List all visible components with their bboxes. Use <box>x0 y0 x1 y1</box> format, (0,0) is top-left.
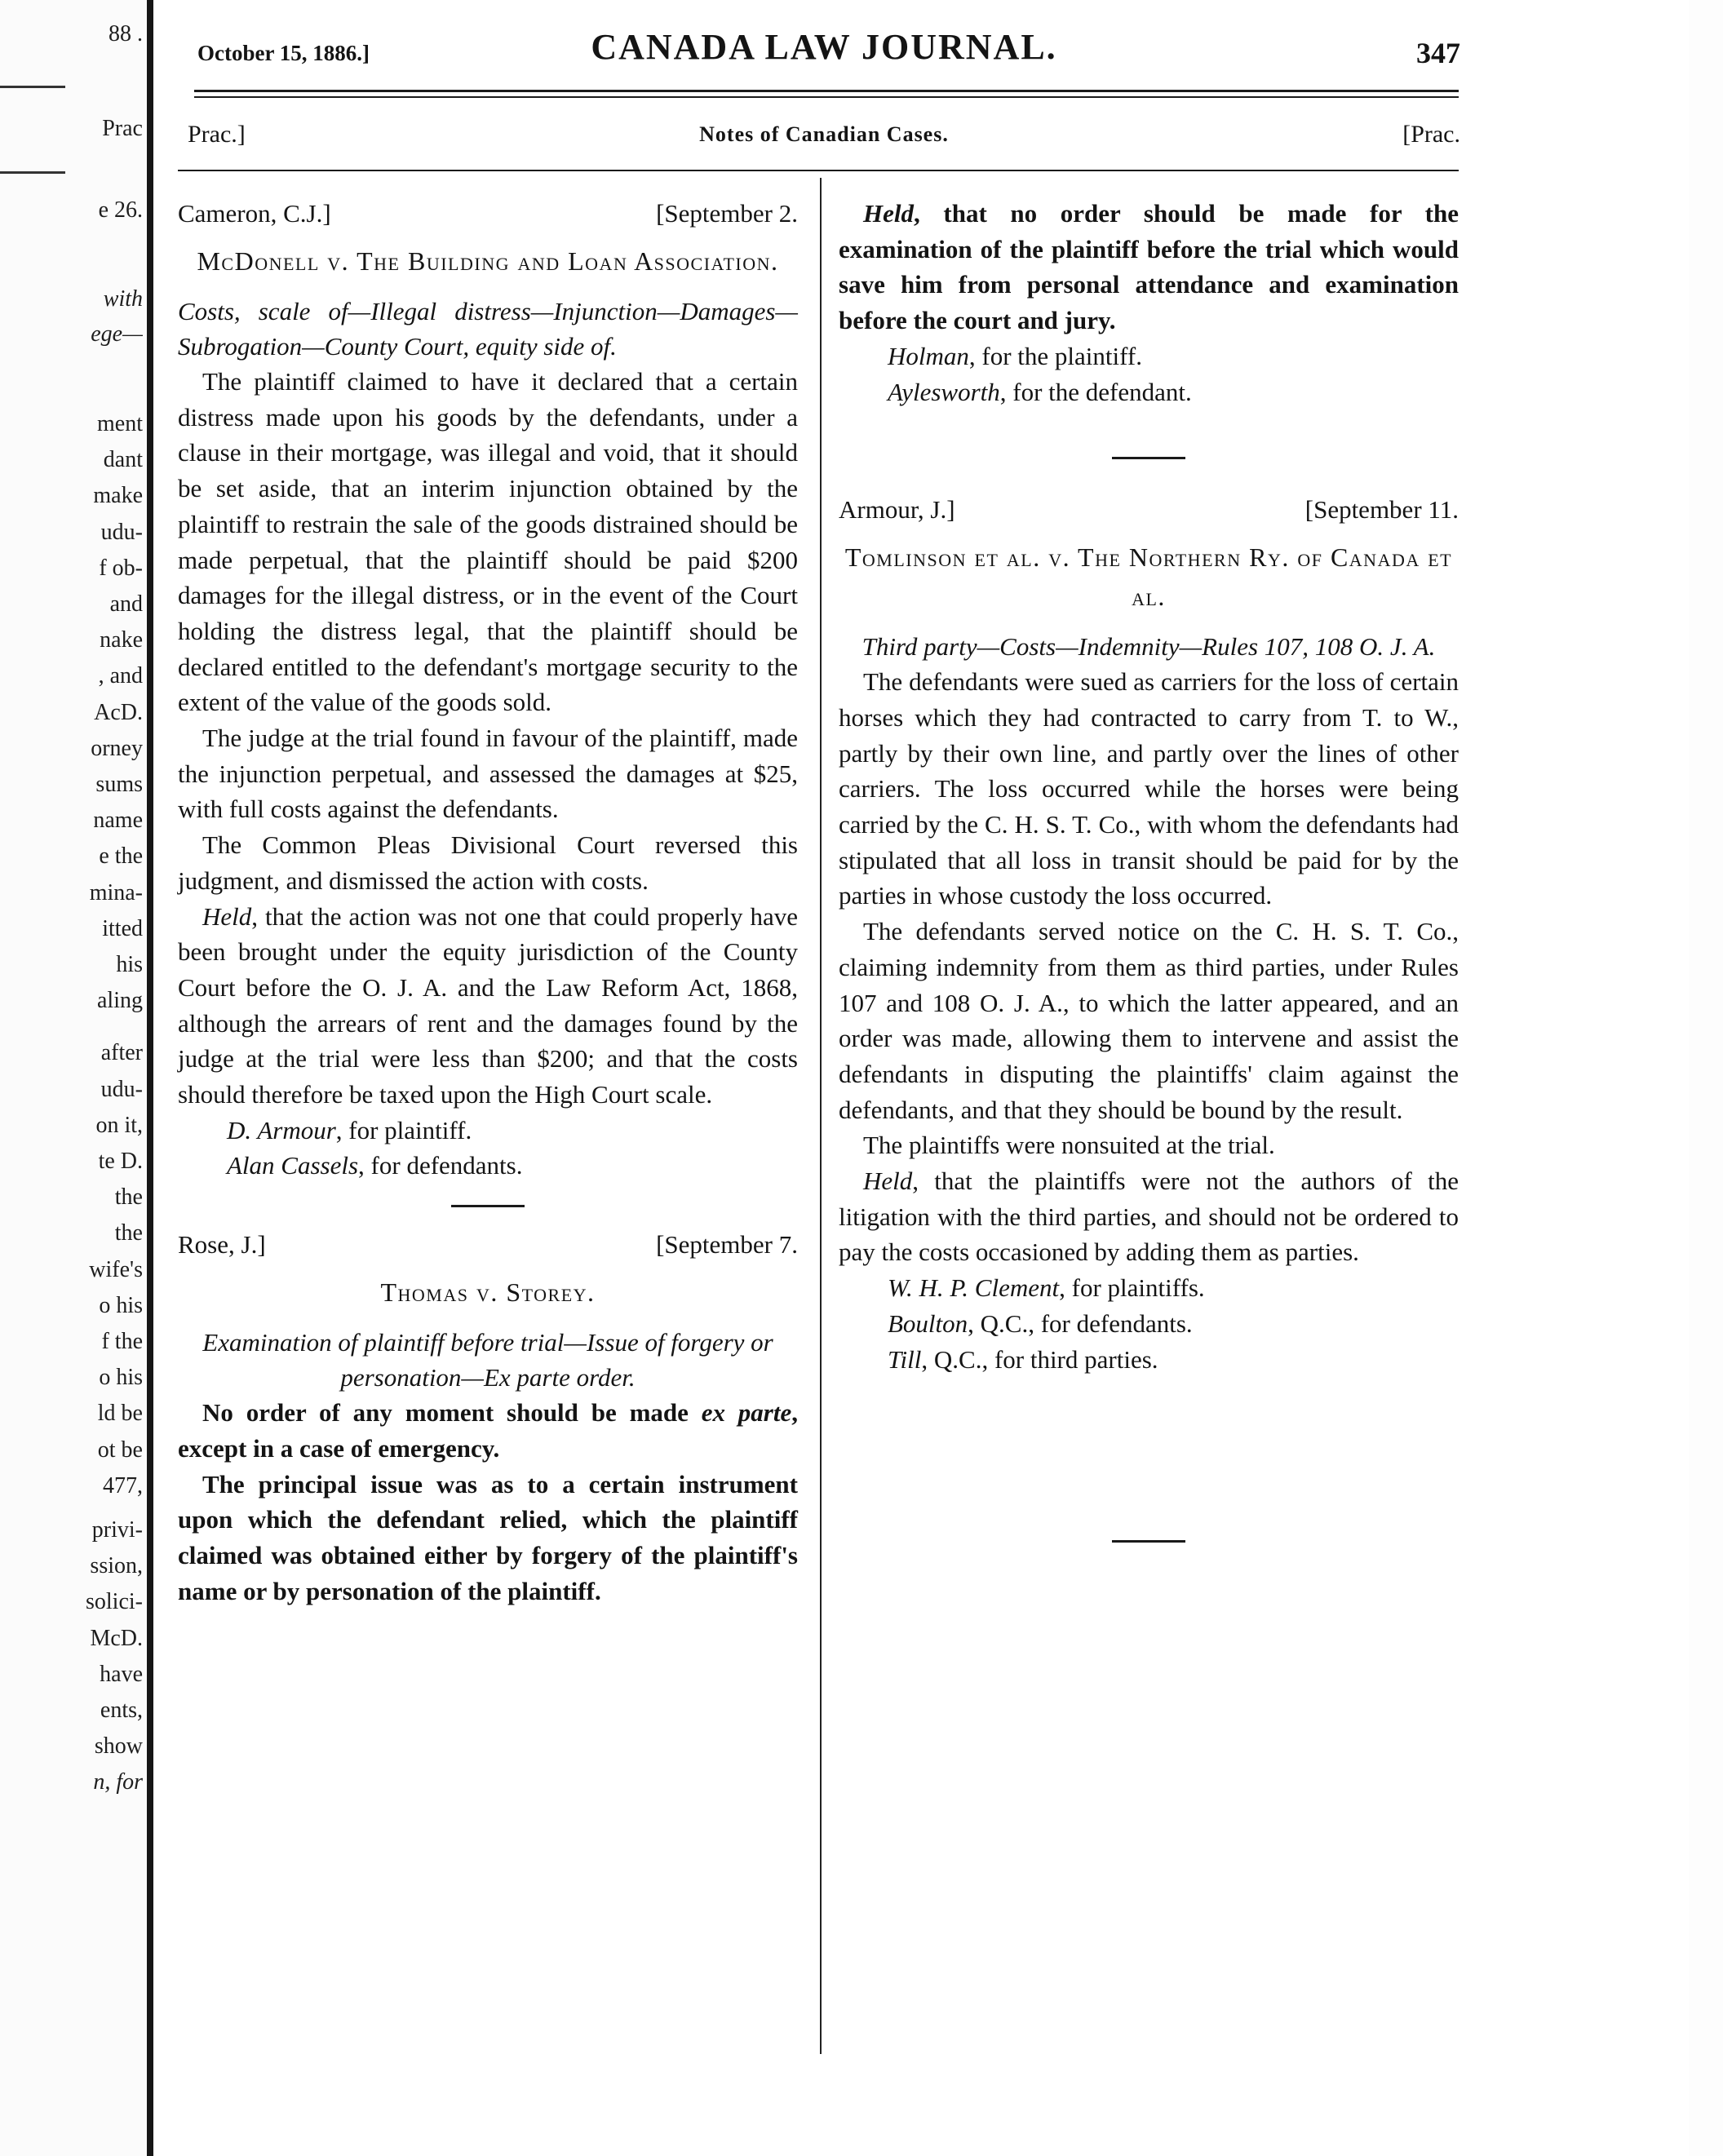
prev-page-line: privi- <box>91 1517 143 1543</box>
section-header <box>188 121 1460 153</box>
running-header <box>188 24 1460 73</box>
prev-page-line: make <box>93 483 143 509</box>
prev-page-line: e 26. <box>98 197 143 223</box>
prev-page-line: ege— <box>91 321 143 347</box>
prev-page-line: 477, <box>103 1472 143 1499</box>
body-paragraph: The judge at the trial found in favour of the plaintiff, made the injunction perpetual, and assessed the damages at $25, with full costs against the defendants. <box>178 724 798 824</box>
prev-page-line: f the <box>101 1329 143 1354</box>
prev-page-line: o his <box>99 1365 143 1391</box>
judge-name: Armour, J.] <box>839 495 955 525</box>
section-title: Notes of Canadian Cases. <box>699 122 949 146</box>
header-rule-bottom <box>194 96 1459 98</box>
journal-title: CANADA LAW JOURNAL. <box>591 27 1057 67</box>
end-separator <box>1112 1540 1185 1543</box>
decision-date: [September 11. <box>1304 495 1459 525</box>
prev-page-line: nake <box>100 627 143 653</box>
column-divider <box>820 178 822 2054</box>
case-meta <box>178 196 798 232</box>
headnote: Examination of plaintiff before trial—Issue of forgery or personation—Ex parte order. <box>202 1328 773 1392</box>
counsel-line: D. Armour, for plaintiff. <box>227 1115 472 1144</box>
prev-page-line: orney <box>91 735 143 761</box>
header-rule-top <box>194 90 1459 92</box>
prev-page-line: o his <box>99 1292 143 1318</box>
page-binding-edge <box>147 0 153 2156</box>
prev-page-line: with <box>103 286 143 312</box>
section-label-left: Prac.] <box>188 121 246 148</box>
body-paragraph: The Common Pleas Divisional Court reversed this judgment, and dismissed the action with costs. <box>178 830 798 895</box>
page-right-margin <box>1689 0 1723 2156</box>
case-title: Tomlinson et al. v. The Northern Ry. of Canada et al. <box>844 542 1453 612</box>
prev-page-line: and <box>109 591 143 617</box>
issue-date: October 15, 1886.] <box>197 41 370 65</box>
case-separator <box>1112 457 1185 459</box>
prev-page-line: Prac <box>102 116 143 141</box>
prev-page-line: ents, <box>100 1698 143 1723</box>
prev-page-line: have <box>100 1661 143 1687</box>
prev-page-line: ot be <box>97 1437 143 1463</box>
prev-page-line: , and <box>98 663 143 689</box>
judge-name: Rose, J.] <box>178 1230 266 1260</box>
prev-page-line: the <box>114 1220 143 1246</box>
decision-date: [September 7. <box>656 1230 798 1260</box>
case-title: Thomas v. Storey. <box>380 1277 596 1308</box>
case-separator <box>451 1205 525 1207</box>
prev-page-line: mina- <box>89 879 143 905</box>
held-paragraph: Held, that no order should be made for the examination of the plaintiff before the trial which would save him from personal attendance and examination before the court and jury. <box>839 199 1459 335</box>
counsel-line: Till, Q.C., for third parties. <box>888 1344 1158 1374</box>
prev-page-line: ld be <box>97 1401 143 1427</box>
prev-page-line: aling <box>97 988 143 1014</box>
prev-page-line: e the <box>99 843 143 870</box>
prev-page-line: his <box>116 952 143 977</box>
page-number: 347 <box>1416 37 1460 69</box>
headnote: Costs, scale of—Illegal distress—Injunction—Damages—Subrogation—County Court, equity side of. <box>178 297 798 361</box>
section-rule <box>178 170 1459 171</box>
prev-page-line: on it, <box>95 1112 143 1138</box>
prev-page-rule <box>0 171 65 174</box>
prev-page-line: solici- <box>86 1589 143 1615</box>
prev-page-line: name <box>93 808 143 834</box>
counsel-line: Boulton, Q.C., for defendants. <box>888 1308 1193 1338</box>
prev-page-line: show <box>94 1733 143 1760</box>
prev-page-line: udu- <box>100 1076 143 1102</box>
previous-page-fragment <box>0 0 147 2156</box>
section-label-right: [Prac. <box>1402 121 1460 148</box>
decision-date: [September 2. <box>656 199 798 228</box>
case-meta <box>178 1227 798 1263</box>
prev-page-line: wife's <box>89 1256 143 1282</box>
prev-page-line: udu- <box>100 519 143 545</box>
prev-page-rule <box>0 86 65 88</box>
prev-page-line: itted <box>102 915 143 941</box>
prev-page-line: n, for <box>93 1769 143 1795</box>
held-paragraph: Held, that the plaintiffs were not the authors of the litigation with the third parties, and should not be ordered to pay the costs occasioned by adding them as parties. <box>839 1167 1459 1267</box>
prev-page-line: after <box>100 1040 143 1066</box>
left-column <box>178 196 798 1609</box>
prev-page-line: sums <box>95 772 143 797</box>
counsel-line: W. H. P. Clement, for plaintiffs. <box>888 1273 1205 1303</box>
body-paragraph: The plaintiffs were nonsuited at the trial. <box>863 1131 1275 1160</box>
prev-page-line: dant <box>103 447 143 473</box>
case-meta <box>839 492 1459 528</box>
prev-page-line: the <box>114 1184 143 1211</box>
prev-page-line: ssion, <box>90 1553 143 1579</box>
body-paragraph: The defendants were sued as carriers for the loss of certain horses which they had contracted to carry from T. to W., partly by their own line, and partly over the lines of other carriers. The loss occurred while the horses were being carried by the C. H. S. T. Co., with whom the defendants had stipulated that all loss in transit should be paid for by the parties in whose custody the loss occurred. <box>839 667 1459 910</box>
prev-page-line: f ob- <box>99 555 143 581</box>
held-paragraph: Held, that the action was not one that could properly have been brought under the equity jurisdiction of the County Court before the O. J. A. and the Law Reform Act, 1868, although the arrears of rent and the damages found by the judge at the trial were less than $200; and that the costs should therefore be taxed upon the High Court scale. <box>178 901 798 1109</box>
body-paragraph: The principal issue was as to a certain instrument upon which the defendant relied, which the plaintiff claimed was obtained either by forgery of the plaintiff's name or by personation of the plaintiff. <box>178 1469 798 1605</box>
prev-page-line: ment <box>97 411 143 436</box>
body-paragraph: The defendants served notice on the C. H. S. T. Co., claiming indemnity from them as third parties, under Rules 107 and 108 O. J. A., to which the latter appeared, and an order was made, allowing them to intervene and assist the defendants in disputing the plaintiffs' claim against the defendants, and that they should be bound by the result. <box>839 917 1459 1124</box>
prev-page-line: McD. <box>90 1625 143 1651</box>
counsel-line: Aylesworth, for the defendant. <box>888 377 1192 406</box>
right-column <box>839 196 1459 1562</box>
body-paragraph: No order of any moment should be made ex parte, except in a case of emergency. <box>178 1398 798 1463</box>
prev-page-line: AcD. <box>94 699 143 725</box>
prev-page-line: 88 . <box>109 21 143 46</box>
judge-name: Cameron, C.J.] <box>178 199 331 228</box>
counsel-line: Holman, for the plaintiff. <box>888 341 1142 370</box>
case-title: McDonell v. The Building and Loan Association. <box>197 246 779 276</box>
body-paragraph: The plaintiff claimed to have it declared that a certain distress made upon his goods by the defendants, under a clause in their mortgage, was illegal and void, that it should be set aside, that an interim injunction obtained by the plaintiff to restrain the sale of the goods distrained should be made perpetual, that the plaintiff should be paid $200 damages for the illegal distress, or in the event of the Court holding the distress legal, that the plaintiff should be declared entitled to the defendant's mortgage security to the extent of the value of the goods sold. <box>178 367 798 717</box>
headnote: Third party—Costs—Indemnity—Rules 107, 108 O. J. A. <box>862 632 1436 662</box>
prev-page-line: te D. <box>98 1149 143 1174</box>
counsel-line: Alan Cassels, for defendants. <box>227 1151 523 1180</box>
